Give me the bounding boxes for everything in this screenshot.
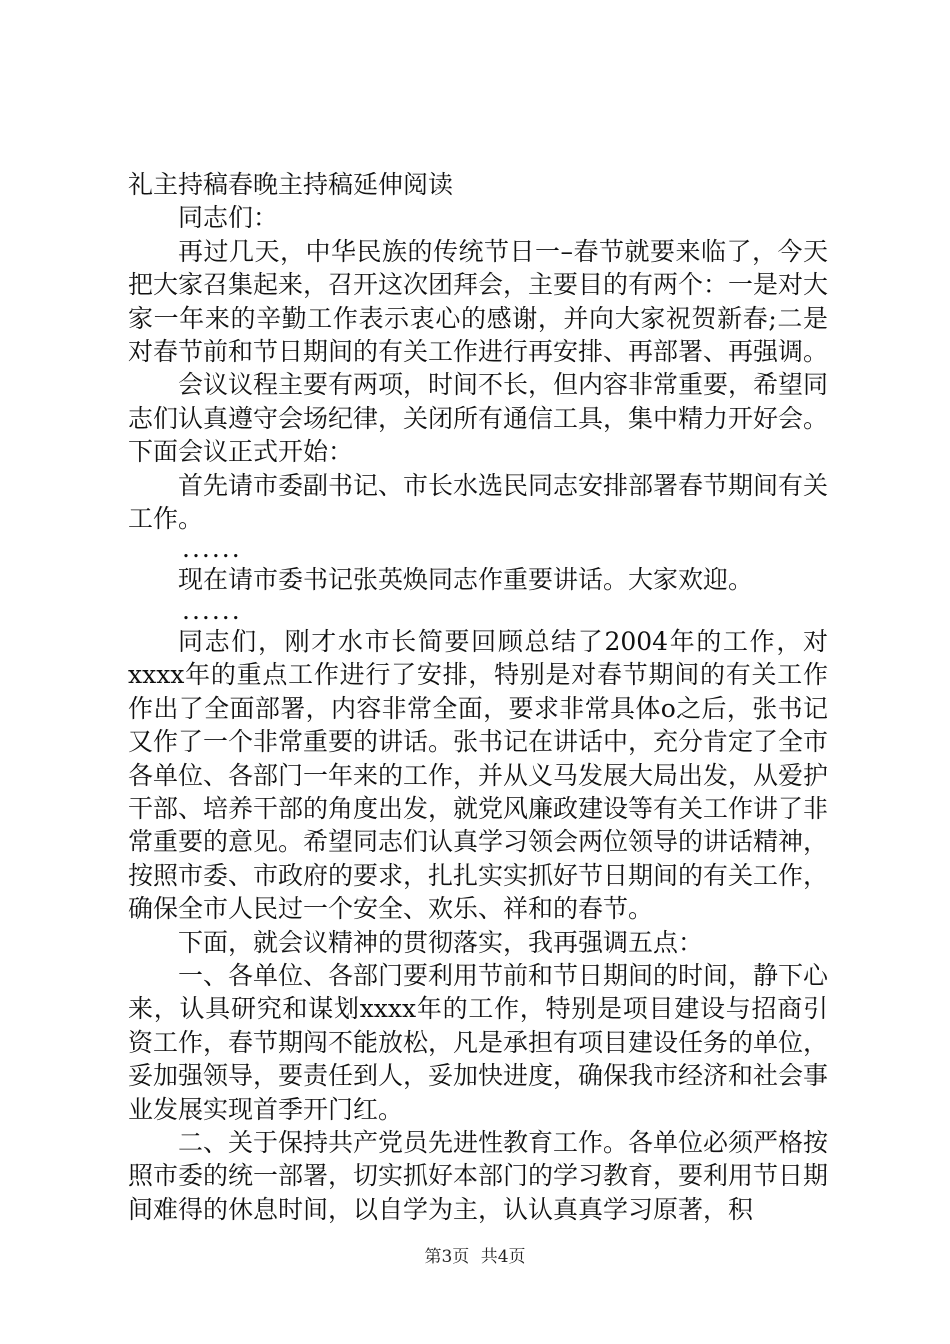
paragraph: 二、关于保持共产党员先进性教育工作。各单位必须严格按照市委的统一部署，切实抓好本部门的学习教育，要利用节日期间难得的休息时间，以自学为主，认认真真学习原著，积 — [128, 1127, 829, 1224]
document-heading: 礼主持稿春晚主持稿延伸阅读 — [128, 170, 454, 199]
page-total: 共4页 — [480, 1247, 526, 1267]
paragraph: 现在请市委书记张英焕同志作重要讲话。大家欢迎。 — [178, 565, 754, 595]
paragraph: 同志们，刚才水市长简要回顾总结了2004年的工作，对xxxx年的重点工作进行了安排，特别是对春节期间的有关工作作出了全面部署，内容非常全面，要求非常具体o之后，张书记又作了一个非常重要的讲话。张书记在讲话中，充分肯定了全市各单位、各部门一年来的工作，并从义马发展大局出发，从爱护干部、培养干部的角度出发，就党风廉政建设等有关工作讲了非常重要的意见。希望同志们认真学习领会两位领导的讲话精神，按照市委、市政府的要求，扎扎实实抓好节日期间的有关工作，确保全市人民过一个安全、欢乐、祥和的春节。 — [128, 626, 829, 924]
page-number: 第3页 — [424, 1247, 470, 1267]
paragraph: 一、各单位、各部门要利用节前和节日期间的时间，静下心来，认具研究和谋划xxxx年的工作，特别是项目建设与招商引资工作，春节期闯不能放松，凡是承担有项目建设任务的单位，妥加强领导，要责任到人，妥加快进度，确保我市经济和社会事业发展实现首季开门红。 — [128, 960, 829, 1124]
ellipsis-line: ...... — [182, 534, 242, 564]
paragraph: 首先请市委副书记、市长水选民同志安排部署春节期间有关工作。 — [128, 470, 829, 534]
document-body — [128, 168, 828, 1226]
paragraph-salutation: 同志们： — [178, 203, 279, 233]
paragraph: 下面，就会议精神的贯彻落实，我再强调五点： — [178, 927, 704, 957]
paragraph: 会议议程主要有两项，时间不长，但内容非常重要，希望同志们认真遵守会场纪律，关闭所有通信工具，集中精力开好会。下面会议正式开始： — [128, 370, 829, 467]
paragraph: 再过几天，中华民族的传统节日一–春节就要来临了，今天把大家召集起来，召开这次团拜会，主要目的有两个：一是对大家一年来的辛勤工作表示衷心的感谢，并向大家祝贺新春;二是对春节前和节日期间的有关工作进行再安排、再部署、再强调。 — [128, 236, 829, 367]
page-footer — [0, 1242, 950, 1267]
ellipsis-line: ...... — [182, 595, 242, 625]
